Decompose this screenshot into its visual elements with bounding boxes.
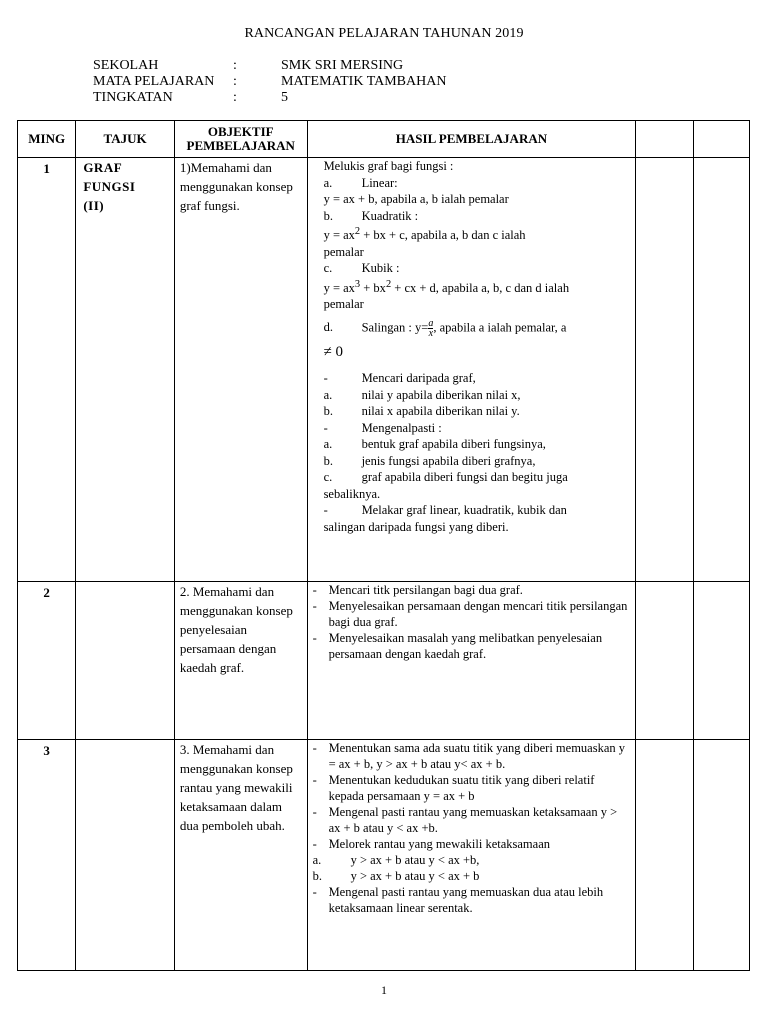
page-number: 1 — [381, 983, 387, 997]
meta-label: MATA PELAJARAN — [93, 74, 215, 89]
table-row-week-3 — [18, 740, 750, 971]
document-meta — [93, 58, 446, 106]
header-empty-1 — [636, 121, 693, 158]
hasil-eq-kubik: $y = ax^3 + bx^2$ + cx + d, apabila a, b, c dan d ialah — [323, 278, 570, 295]
meta-row-mata-pelajaran — [93, 74, 446, 90]
table-header-row — [18, 121, 750, 158]
hasil-bullet: - Menentukan kedudukan suatu titik yang diberi relatif kepada persamaan y = ax + b — [312, 773, 595, 803]
tajuk-line: (II) — [83, 198, 105, 213]
cell-empty — [636, 582, 693, 740]
meta-row-tingkatan — [93, 90, 446, 106]
hasil-sub-item: a. y > ax + b atau y < ax +b, — [312, 853, 480, 867]
cell-ming: 3 — [18, 740, 76, 971]
hasil-bullet: - Mencari titk persilangan bagi dua graf. — [312, 583, 523, 597]
meta-colon: : — [233, 90, 237, 105]
cell-objektif: 2. Memahami dan menggunakan konsep penyelesaian persamaan dengan kaedah graf. — [174, 582, 307, 740]
hasil-list-item: - Melakar graf linear, kuadratik, kubik dan — [323, 503, 567, 518]
hasil-bullet: - Melorek rantau yang mewakili ketaksamaan — [312, 837, 551, 851]
cell-hasil — [307, 740, 636, 971]
hasil-list-item-cont: sebaliknya. — [323, 486, 381, 501]
meta-value: 5 — [281, 90, 288, 105]
hasil-item-c: c. Kubik : — [323, 261, 400, 276]
meta-value: MATEMATIK TAMBAHAN — [281, 74, 447, 89]
hasil-eq-kuadratik-cont: pemalar — [323, 244, 364, 259]
table-row-week-2 — [18, 582, 750, 740]
meta-row-sekolah — [93, 58, 446, 74]
meta-label: SEKOLAH — [93, 58, 159, 73]
cell-objektif: 1)Memahami dan menggunakan konsep graf fungsi. — [174, 158, 307, 582]
hasil-item-d: d. Salingan : y= $\frac{a}{x}$ , apabila a ialah pemalar, a — [323, 317, 567, 339]
hasil-bullet: - Mengenal pasti rantau yang memuaskan ketaksamaan y > ax + b atau y < ax +b. — [312, 805, 618, 835]
cell-tajuk — [76, 740, 175, 971]
hasil-list-item: - Mengenalpasti : — [323, 420, 442, 435]
hasil-eq-linear: y = ax + b, apabila a, b ialah pemalar — [323, 192, 509, 206]
tajuk-line: FUNGSI — [83, 179, 136, 194]
cell-hasil — [307, 582, 636, 740]
hasil-neq-zero: ≠ 0 — [323, 343, 344, 360]
header-objektif — [174, 121, 307, 158]
hasil-list-item: b. jenis fungsi apabila diberi grafnya, — [323, 453, 536, 468]
meta-colon: : — [233, 74, 237, 89]
header-tajuk: TAJUK — [76, 121, 175, 158]
header-objektif-line2: PEMBELAJARAN — [186, 138, 295, 153]
meta-value: SMK SRI MERSING — [281, 58, 404, 73]
hasil-bullet: - Menentukan sama ada suatu titik yang diberi memuaskan y = ax + b, y > ax + b atau y< ax + b. — [312, 741, 626, 771]
hasil-bullet: - Menyelesaikan masalah yang melibatkan penyelesaian persamaan dengan kaedah graf. — [312, 631, 603, 661]
cell-tajuk — [76, 158, 175, 582]
hasil-list-item: c. graf apabila diberi fungsi dan begitu juga — [323, 470, 568, 485]
header-ming: MING — [18, 121, 76, 158]
cell-hasil — [307, 158, 636, 582]
hasil-bullet: - Mengenal pasti rantau yang memuaskan dua atau lebih ketaksamaan linear serentak. — [312, 885, 604, 915]
hasil-item-a: a. Linear: — [323, 175, 398, 190]
meta-colon: : — [233, 58, 237, 73]
hasil-list-item: a. bentuk graf apabila diberi fungsinya, — [323, 437, 546, 452]
meta-label: TINGKATAN — [93, 90, 173, 105]
hasil-sub-item: b. y > ax + b atau y < ax + b — [312, 869, 480, 883]
hasil-list-item: - Mencari daripada graf, — [323, 371, 476, 386]
header-hasil: HASIL PEMBELAJARAN — [307, 121, 636, 158]
tajuk-line: GRAF — [83, 160, 123, 175]
cell-empty — [636, 158, 693, 582]
hasil-intro: Melukis graf bagi fungsi : — [323, 159, 454, 173]
fraction-a-over-x: $\frac{a}{x}$ — [428, 317, 434, 339]
hasil-eq-kubik-cont: pemalar — [323, 297, 364, 312]
hasil-list-item: b. nilai x apabila diberikan nilai y. — [323, 404, 520, 419]
hasil-bullet: - Menyelesaikan persamaan dengan mencari titik persilangan bagi dua graf. — [312, 599, 628, 629]
cell-objektif: 3. Memahami dan menggunakan konsep rantau yang mewakili ketaksamaan dalam dua pemboleh ubah. — [174, 740, 307, 971]
cell-empty — [693, 582, 749, 740]
hasil-eq-kuadratik: $y = ax^2$ + bx + c, apabila a, b dan c ialah — [323, 226, 526, 243]
spacer — [324, 360, 630, 370]
hasil-list-item: a. nilai y apabila diberikan nilai x, — [323, 387, 521, 402]
cell-empty — [693, 158, 749, 582]
cell-empty — [693, 740, 749, 971]
hasil-list-item-cont: salingan daripada fungsi yang diberi. — [323, 519, 509, 534]
cell-ming: 1 — [18, 158, 76, 582]
document-title: RANCANGAN PELAJARAN TAHUNAN 2019 — [244, 26, 524, 41]
cell-ming: 2 — [18, 582, 76, 740]
lesson-plan-table — [17, 120, 750, 971]
hasil-item-b: b. Kuadratik : — [323, 208, 419, 223]
header-empty-2 — [693, 121, 749, 158]
cell-tajuk — [76, 582, 175, 740]
cell-empty — [636, 740, 693, 971]
table-row-week-1 — [18, 158, 750, 582]
header-objektif-line1: OBJEKTIF — [207, 124, 274, 139]
